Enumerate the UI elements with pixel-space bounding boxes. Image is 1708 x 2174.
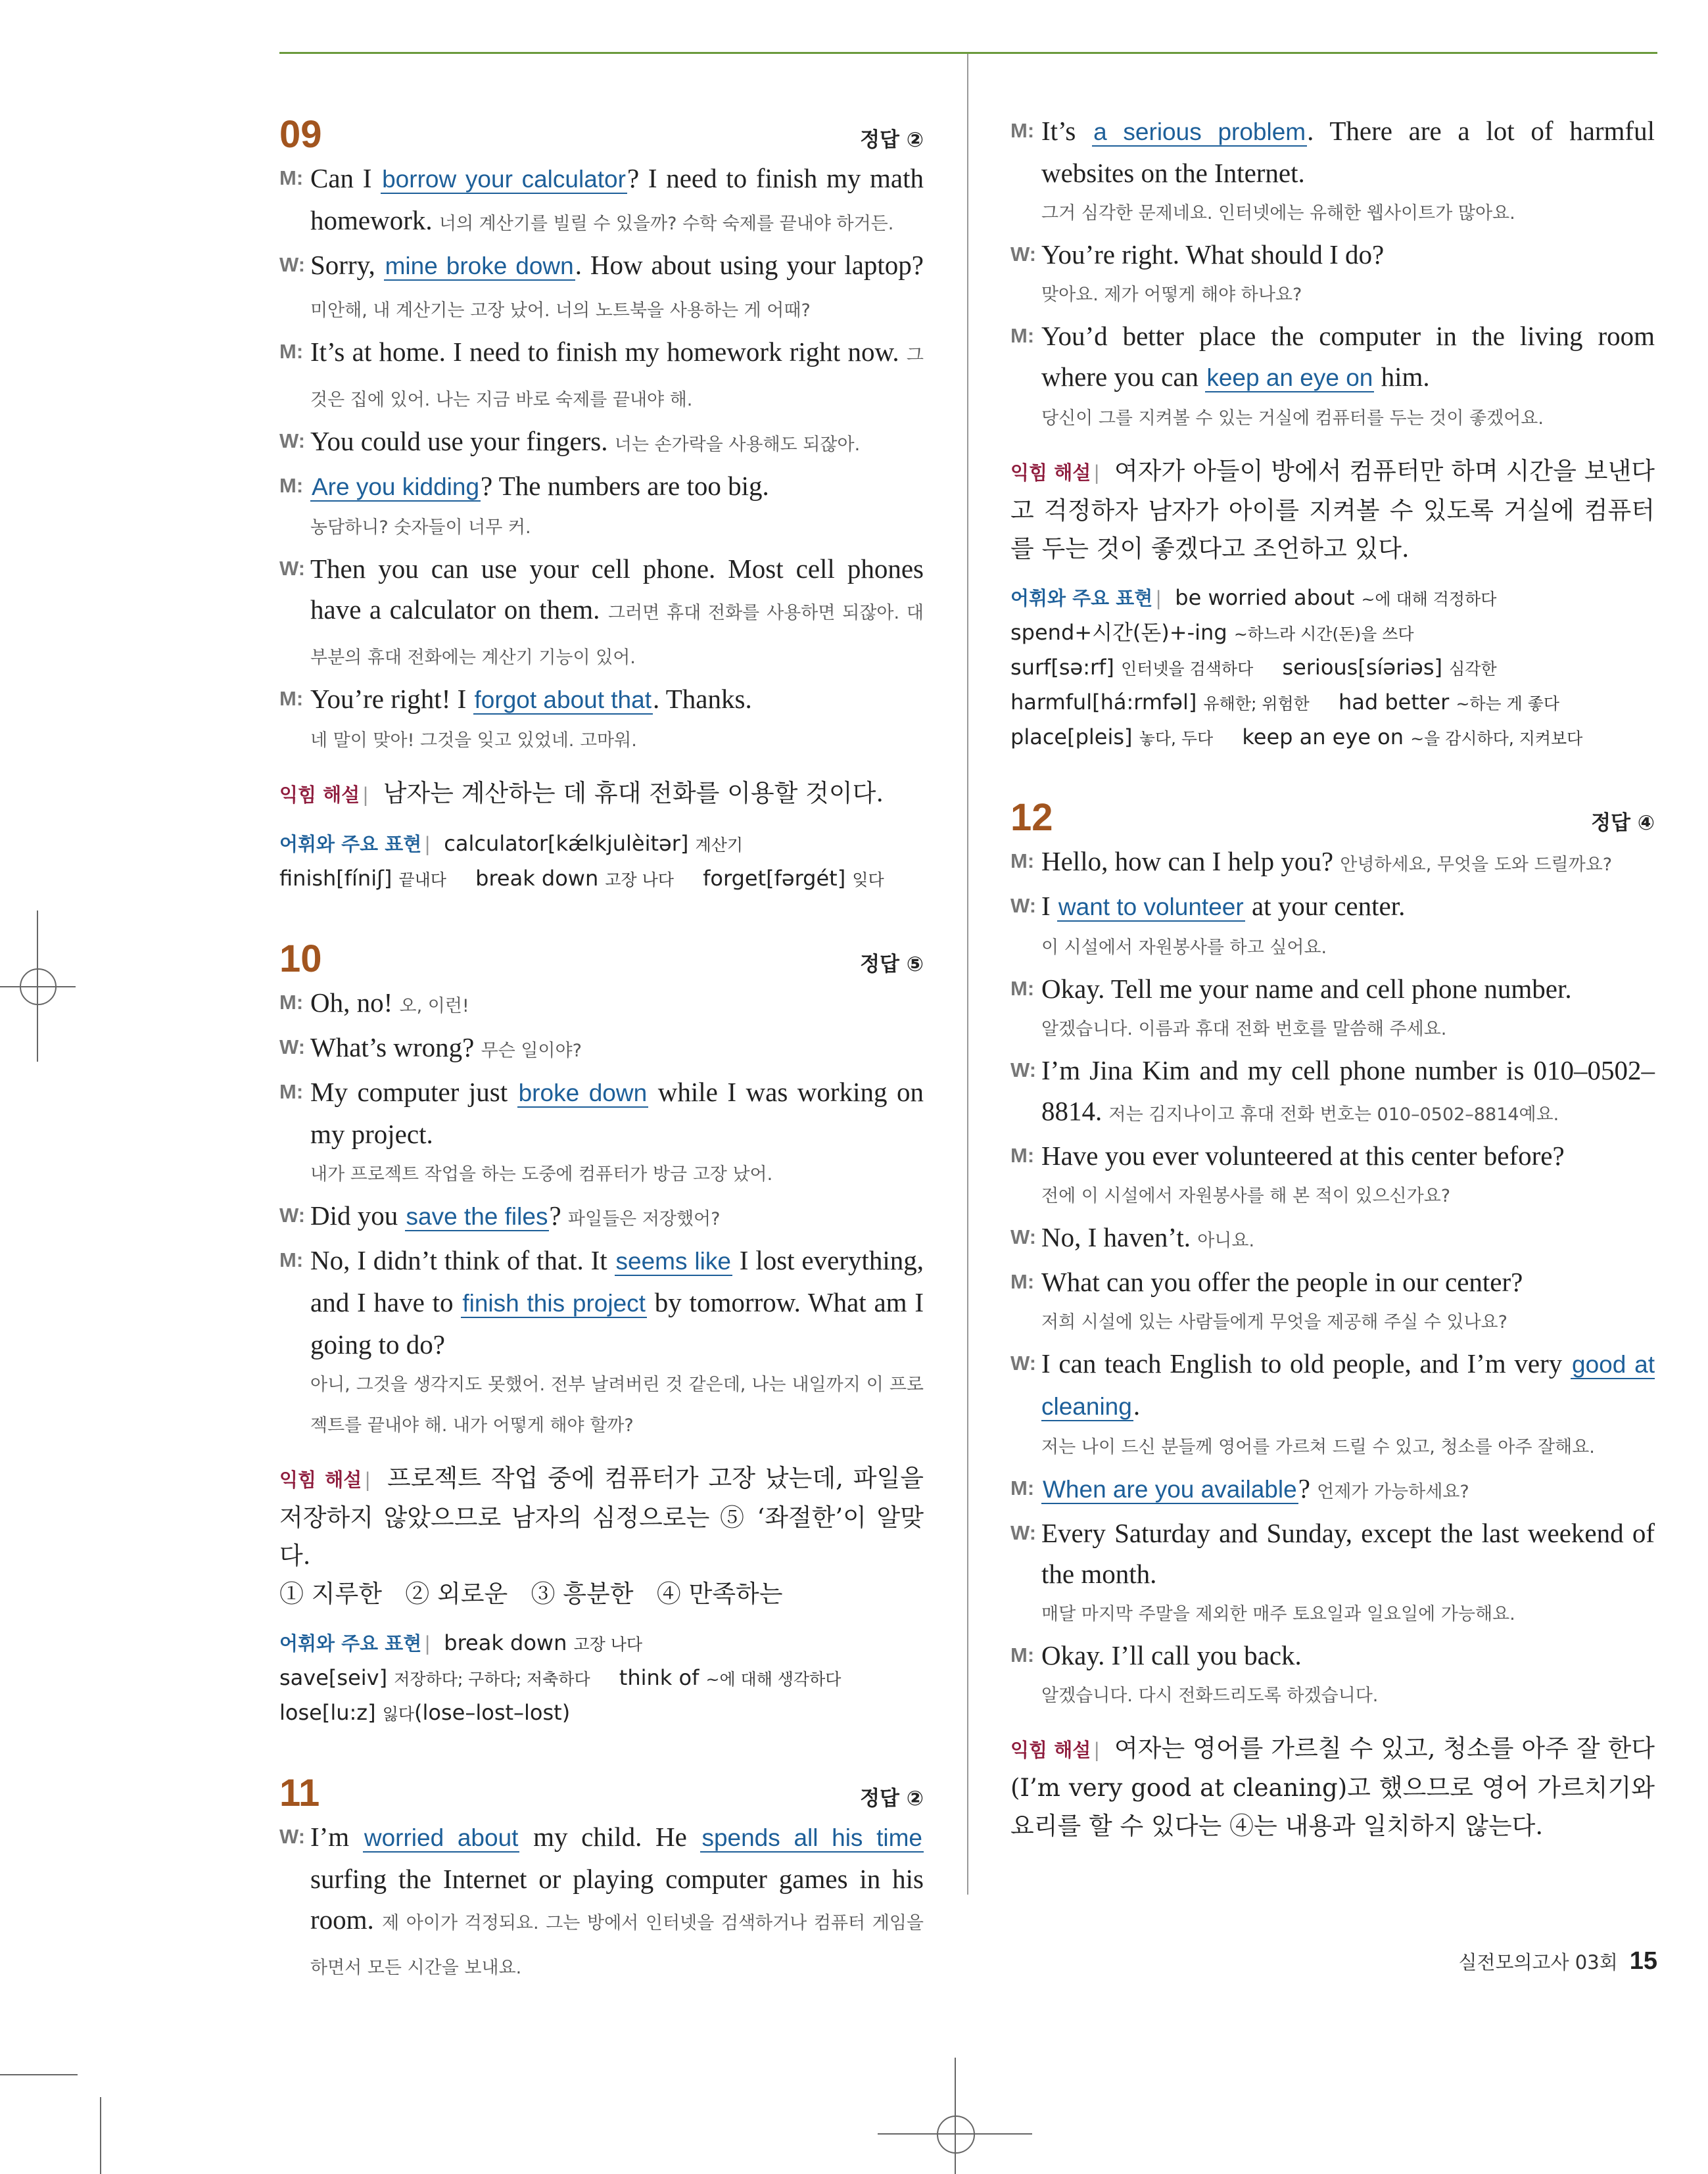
- vocabulary: 어휘와 주요 표현 | break down 고장 나다 save[seiv] 저장하다; 구하다; 저축하다 think of ~에 대해 생각하다 lose[lu:z] 잃다(lose–lost–lost): [279, 1630, 842, 1725]
- speaker: W:: [279, 1204, 306, 1227]
- speaker: M:: [1010, 849, 1035, 872]
- line-text: . How about using your laptop?: [575, 250, 924, 280]
- question-10: [279, 936, 924, 1731]
- question-11: [279, 1770, 924, 1978]
- speaker: W:: [1010, 1521, 1037, 1544]
- speaker: M:: [279, 687, 304, 710]
- line-text: What’s wrong?: [310, 1032, 481, 1062]
- dialogue-line: [279, 331, 924, 421]
- vocab-term: keep an eye on: [1242, 724, 1404, 749]
- translation: 농담하니? 숫자들이 너무 커.: [310, 517, 531, 538]
- answer-blank: finish this project: [462, 1290, 646, 1317]
- line-text: Okay. Tell me your name and cell phone number.: [1041, 974, 1572, 1004]
- explanation: 익힘 해설 | 여자는 영어를 가르칠 수 있고, 청소를 아주 잘 한다(I’m very good at cleaning)고 했으므로 영어 가르치기와 요리를 할 수 있다는 ④는 내용과 일치하지 않는다.: [1010, 1734, 1655, 1840]
- left-column: [279, 112, 924, 1978]
- dialogue-line: [1010, 968, 1655, 1050]
- question-09: [279, 112, 924, 897]
- dialogue-line: [1010, 1050, 1655, 1135]
- vocab-term: calculator[kǽlkjulèitər]: [444, 831, 689, 856]
- vocab-term: spend+시간(돈)+-ing: [1010, 620, 1227, 645]
- speaker: M:: [279, 474, 304, 497]
- vocab-meaning: 고장 나다: [573, 1635, 643, 1654]
- line-text: ? I need to finish my math homework.: [310, 163, 924, 235]
- dialogue-line: [279, 1027, 924, 1072]
- answer-key: 정답 ⑤: [860, 953, 924, 976]
- translation: 미안해, 내 계산기는 고장 났어. 너의 노트북을 사용하는 게 어때?: [310, 300, 811, 321]
- dialogue-line: [279, 678, 924, 761]
- top-rule: [279, 52, 1657, 54]
- line-text: You’re right. What should I do?: [1041, 239, 1385, 270]
- line-text: I can teach English to old people, and I’m very: [1041, 1348, 1571, 1379]
- line-text: my child. He: [519, 1822, 701, 1852]
- speaker: M:: [279, 991, 304, 1014]
- translation: 제 아이가 걱정되요. 그는 방에서 인터넷을 검색하거나 컴퓨터 게임을 하면서 모든 시간을 보내요.: [310, 1913, 924, 1978]
- explanation: 익힘 해설 | 프로젝트 작업 중에 컴퓨터가 고장 났는데, 파일을 저장하지 않았으므로 남자의 심정으로는 ⑤ ‘좌절한’이 알맞다. ① 지루한 ② 외로운 ③ 흥분한 ④ 만족하는: [279, 1464, 924, 1608]
- line-text: My computer just: [310, 1077, 517, 1107]
- translation: 알겠습니다. 이름과 휴대 전화 번호를 말씀해 주세요.: [1041, 1019, 1447, 1039]
- translation: 너는 손가락을 사용해도 되잖아.: [614, 435, 861, 455]
- translation: 이 시설에서 자원봉사를 하고 싶어요.: [1041, 937, 1327, 958]
- answer-blank: a serious problem: [1093, 118, 1306, 145]
- speaker: W:: [279, 1825, 306, 1848]
- vocab-term: be worried about: [1175, 585, 1355, 610]
- translation: 맞아요. 제가 어떻게 해야 하나요?: [1041, 285, 1302, 305]
- dialogue-line: [279, 1072, 924, 1195]
- line-text: I lost everything, and I have to: [310, 1245, 924, 1317]
- line-text: Have you ever volunteered at this center before?: [1041, 1141, 1565, 1171]
- line-text: You’re right! I: [310, 684, 473, 714]
- speaker: W:: [279, 557, 306, 580]
- vocab-meaning: 유해한; 위험한: [1203, 694, 1310, 713]
- question-number: 12: [1010, 796, 1053, 839]
- explanation-text: 여자는 영어를 가르칠 수 있고, 청소를 아주 잘 한다(I’m very good at cleaning)고 했으므로 영어 가르치기와 요리를 할 수 있다는 ④는 내용과 일치하지 않는다.: [1010, 1734, 1655, 1840]
- answer-blank: seems like: [615, 1248, 731, 1275]
- line-text: You’d better place the computer in the living room where you can: [1041, 321, 1655, 392]
- line-text: ?: [549, 1200, 568, 1231]
- dialogue-line: [1010, 1513, 1655, 1635]
- line-text: . Thanks.: [653, 684, 752, 714]
- vocabulary-label: 어휘와 주요 표현: [279, 833, 422, 855]
- question-header: [279, 112, 924, 158]
- speaker: M:: [279, 1248, 304, 1271]
- line-text: Did you: [310, 1200, 405, 1231]
- explanation-text: 여자가 아들이 방에서 컴퓨터만 하며 시간을 보낸다고 걱정하자 남자가 아이를 지켜볼 수 있도록 거실에 컴퓨터를 두는 것이 좋겠다고 조언하고 있다.: [1010, 457, 1655, 563]
- vocab-meaning: 계산기: [695, 836, 743, 855]
- vocabulary: 어휘와 주요 표현 | be worried about ~에 대해 걱정하다 spend+시간(돈)+-ing ~하느라 시간(돈)을 쓰다 surf[sə:rf] 인터넷을 검색하다 serious[síəriəs] 심각한 harmful[há:rmfəl] 유해한; 위험한 had better ~하는 게 좋다 place[pleis] 놓다, 두다 keep an eye on ~을 감시하다, 지켜보다: [1010, 585, 1583, 749]
- dialogue-line: [1010, 1262, 1655, 1343]
- question-number: 11: [279, 1772, 320, 1814]
- question-number: 09: [279, 113, 322, 156]
- speaker: M:: [1010, 1270, 1035, 1293]
- vocab-meaning: 심각한: [1449, 659, 1497, 678]
- line-text: I: [1041, 891, 1057, 921]
- vocab-meaning: 고장 나다: [605, 870, 674, 889]
- dialogue-line: [1010, 1217, 1655, 1262]
- dialogue-line: [279, 1195, 924, 1240]
- answer-blank: broke down: [518, 1079, 648, 1106]
- speaker: M:: [279, 340, 304, 363]
- vocab-meaning: 잊다: [852, 870, 884, 889]
- dialogue-line: [1010, 316, 1655, 439]
- vocab-term: had better: [1338, 690, 1450, 715]
- vocab-meaning: 인터넷을 검색하다: [1121, 659, 1254, 678]
- line-text: at your center.: [1245, 891, 1406, 921]
- explanation-text: 프로젝트 작업 중에 컴퓨터가 고장 났는데, 파일을 저장하지 않았으므로 남자의 심정으로는 ⑤ ‘좌절한’이 알맞다.: [279, 1464, 924, 1570]
- explanation-label: 익힘 해설: [1010, 461, 1091, 484]
- vocab-term: serious[síəriəs]: [1282, 655, 1442, 680]
- answer-blank: worried about: [364, 1824, 519, 1851]
- translation: 파일들은 저장했어?: [567, 1209, 721, 1229]
- line-text: Sorry,: [310, 250, 384, 280]
- dialogue-line: [279, 421, 924, 465]
- line-text: It’s at home. I need to finish my homework right now.: [310, 337, 907, 367]
- speaker: W:: [279, 429, 306, 452]
- translation: 저희 시설에 있는 사람들에게 무엇을 제공해 주실 수 있나요?: [1041, 1312, 1507, 1333]
- translation: 안녕하세요, 무엇을 도와 드릴까요?: [1340, 855, 1613, 875]
- answer-blank: keep an eye on: [1206, 364, 1373, 391]
- line-text: Every Saturday and Sunday, except the last weekend of the month.: [1041, 1518, 1655, 1589]
- vocab-meaning: ~하느라 시간(돈)을 쓰다: [1233, 625, 1414, 644]
- translation: 그것은 집에 있어. 나는 지금 바로 숙제를 끝내야 해.: [310, 345, 924, 410]
- answer-blank: forgot about that: [474, 686, 652, 713]
- page-number: 15: [1629, 1947, 1657, 1975]
- speaker: W:: [279, 1035, 306, 1058]
- line-text: It’s: [1041, 116, 1093, 146]
- crop-mark-h: [0, 2074, 78, 2075]
- speaker: M:: [279, 1080, 304, 1103]
- answer-blank: good at cleaning: [1041, 1351, 1655, 1420]
- page-footer: [1459, 1947, 1658, 1975]
- question-11-continued: [1010, 110, 1655, 755]
- answer-blank: Are you kidding: [312, 473, 480, 500]
- vocab-term: break down: [444, 1630, 567, 1655]
- translation: 내가 프로젝트 작업을 하는 도중에 컴퓨터가 방금 고장 났어.: [310, 1164, 773, 1185]
- explanation: 익힘 해설 | 여자가 아들이 방에서 컴퓨터만 하며 시간을 보낸다고 걱정하자 남자가 아이를 지켜볼 수 있도록 거실에 컴퓨터를 두는 것이 좋겠다고 조언하고 있다.: [1010, 457, 1655, 563]
- speaker: W:: [1010, 1352, 1037, 1375]
- vocab-meaning: 저장하다; 구하다; 저축하다: [394, 1670, 590, 1689]
- line-text: No, I haven’t.: [1041, 1222, 1198, 1252]
- answer-blank: borrow your calculator: [382, 166, 626, 193]
- vocab-term: surf[sə:rf]: [1010, 655, 1114, 680]
- vocab-term: finish[fíniʃ]: [279, 866, 392, 891]
- question-header: [279, 936, 924, 982]
- explanation-text: 남자는 계산하는 데 휴대 전화를 이용할 것이다.: [383, 779, 884, 807]
- dialogue-line: [1010, 1135, 1655, 1217]
- vocab-meaning: ~을 감시하다, 지켜보다: [1410, 729, 1583, 748]
- vocab-term: save[seiv]: [279, 1665, 388, 1690]
- dialogue-line: [1010, 234, 1655, 316]
- line-text: What can you offer the people in our center?: [1041, 1267, 1523, 1297]
- line-text: him.: [1374, 362, 1430, 392]
- explanation-label: 익힘 해설: [279, 784, 360, 806]
- dialogue-line: [279, 1240, 924, 1446]
- translation: 저는 김지나이고 휴대 전화 번호는 010–0502–8814예요.: [1108, 1104, 1559, 1125]
- line-text: No, I didn’t think of that. It: [310, 1245, 615, 1275]
- translation: 언제가 가능하세요?: [1317, 1482, 1469, 1502]
- dialogue-line: [1010, 110, 1655, 234]
- speaker: M:: [1010, 1477, 1035, 1500]
- line-text: I’m: [310, 1822, 363, 1852]
- vocab-meaning: ~에 대해 생각하다: [705, 1670, 842, 1689]
- translation: 너의 계산기를 빌릴 수 있을까? 수학 숙제를 끝내야 하거든.: [439, 214, 894, 234]
- translation: 매달 마지막 주말을 제외한 매주 토요일과 일요일에 가능해요.: [1041, 1604, 1515, 1624]
- vocabulary-label: 어휘와 주요 표현: [279, 1632, 422, 1655]
- crop-mark-v: [100, 2097, 101, 2174]
- vocab-term: harmful[há:rmfəl]: [1010, 690, 1197, 715]
- translation: 알겠습니다. 다시 전화드리도록 하겠습니다.: [1041, 1686, 1379, 1706]
- vocab-meaning: ~에 대해 걱정하다: [1361, 590, 1497, 609]
- translation: 무슨 일이야?: [481, 1041, 582, 1061]
- speaker: W:: [1010, 243, 1037, 266]
- dialogue-line: [1010, 1343, 1655, 1468]
- line-text: Oh, no!: [310, 987, 400, 1018]
- answer-blank: When are you available: [1043, 1476, 1297, 1503]
- speaker: M:: [279, 166, 304, 189]
- question-number: 10: [279, 937, 322, 980]
- vocab-term: break down: [475, 866, 599, 891]
- answer-key: 정답 ②: [860, 1787, 924, 1810]
- answer-key: 정답 ④: [1591, 811, 1655, 835]
- answer-blank: want to volunteer: [1058, 893, 1244, 920]
- dialogue-line: [279, 465, 924, 548]
- translation: 저는 나이 드신 분들께 영어를 가르쳐 드릴 수 있고, 청소를 아주 잘해요.: [1041, 1437, 1595, 1457]
- translation: 그러면 휴대 전화를 사용하면 되잖아. 대부분의 휴대 전화에는 계산기 기능이 있어.: [310, 603, 924, 668]
- line-text: Hello, how can I help you?: [1041, 846, 1340, 876]
- vocab-term: forget[fərgét]: [703, 866, 846, 891]
- line-text: surfing the Internet or playing computer games in his room.: [310, 1864, 924, 1935]
- line-text: ?: [1298, 1473, 1317, 1503]
- vocab-meaning: 잃다: [382, 1705, 415, 1724]
- speaker: M:: [1010, 1144, 1035, 1167]
- dialogue-line: [1010, 1635, 1655, 1716]
- answer-key: 정답 ②: [860, 128, 924, 152]
- vocab-term: think of: [619, 1665, 700, 1690]
- dialogue-line: [279, 1816, 924, 1978]
- speaker: W:: [279, 253, 306, 276]
- explanation-options: ① 지루한 ② 외로운 ③ 흥분한 ④ 만족하는: [279, 1580, 783, 1608]
- registration-circle: [20, 968, 57, 1005]
- line-text: Then you can use your cell phone. Most cell phones have a calculator on them.: [310, 554, 924, 625]
- speaker: M:: [1010, 977, 1035, 1000]
- line-text: while I was working on my project.: [310, 1077, 924, 1149]
- dialogue-line: [1010, 886, 1655, 968]
- line-text: Can I: [310, 163, 381, 193]
- speaker: M:: [1010, 1643, 1035, 1666]
- translation: 아니요.: [1197, 1231, 1255, 1251]
- registration-circle: [937, 2115, 975, 2154]
- right-column: [1010, 110, 1655, 1870]
- explanation: 익힘 해설 | 남자는 계산하는 데 휴대 전화를 이용할 것이다.: [279, 779, 884, 807]
- vocab-term: place[pleis]: [1010, 724, 1133, 749]
- vocab-meaning: 끝내다: [398, 870, 446, 889]
- question-12: [1010, 795, 1655, 1845]
- dialogue-line: [279, 548, 924, 678]
- dialogue-line: [279, 158, 924, 245]
- speaker: M:: [1010, 324, 1035, 347]
- footer-label: 실전모의고사 03회: [1458, 1951, 1618, 1973]
- column-divider: [967, 54, 968, 1895]
- line-text: .: [1133, 1390, 1141, 1421]
- answer-blank: spends all his time: [701, 1824, 923, 1851]
- dialogue-line: [279, 982, 924, 1027]
- answer-blank: mine broke down: [385, 252, 574, 279]
- explanation-label: 익힘 해설: [279, 1469, 362, 1491]
- translation: 그거 심각한 문제네요. 인터넷에는 유해한 웹사이트가 많아요.: [1041, 203, 1515, 224]
- vocabulary: 어휘와 주요 표현 | calculator[kǽlkjulèitər] 계산기 finish[fíniʃ] 끝내다 break down 고장 나다 forget[fərgét] 잊다: [279, 831, 884, 891]
- line-text: I’m Jina Kim and my cell phone number is 010–0502–8814.: [1041, 1055, 1655, 1126]
- vocab-term: lose[lu:z]: [279, 1700, 376, 1725]
- explanation-label: 익힘 해설: [1010, 1739, 1091, 1761]
- dialogue-line: [1010, 841, 1655, 886]
- question-header: [279, 1770, 924, 1816]
- line-text: ? The numbers are too big.: [481, 471, 769, 501]
- vocab-meaning: 놓다, 두다: [1139, 729, 1214, 748]
- translation: 아니, 그것을 생각지도 못했어. 전부 날려버린 것 같은데, 나는 내일까지 이 프로젝트를 끝내야 해. 내가 어떻게 해야 할까?: [310, 1375, 924, 1436]
- speaker: W:: [1010, 1058, 1037, 1081]
- dialogue-line: [1010, 1468, 1655, 1513]
- speaker: W:: [1010, 1225, 1037, 1248]
- answer-blank: save the files: [406, 1203, 548, 1230]
- line-text: . There are a lot of harmful websites on the Internet.: [1041, 116, 1655, 188]
- line-text: Okay. I’ll call you back.: [1041, 1640, 1302, 1670]
- vocabulary-label: 어휘와 주요 표현: [1010, 587, 1153, 609]
- vocab-meaning: ~하는 게 좋다: [1456, 694, 1560, 713]
- speaker: W:: [1010, 894, 1037, 917]
- speaker: M:: [1010, 119, 1035, 142]
- line-text: You could use your fingers.: [310, 426, 615, 456]
- translation: 네 말이 맞아! 그것을 잊고 있었네. 고마워.: [310, 730, 637, 751]
- vocab-forms: (lose–lost–lost): [414, 1700, 571, 1725]
- dialogue-line: [279, 245, 924, 331]
- line-text: by tomorrow. What am I going to do?: [310, 1287, 924, 1359]
- translation: 오, 이런!: [399, 996, 469, 1016]
- question-header: [1010, 795, 1655, 841]
- translation: 당신이 그를 지켜볼 수 있는 거실에 컴퓨터를 두는 것이 좋겠어요.: [1041, 408, 1544, 429]
- translation: 전에 이 시설에서 자원봉사를 해 본 적이 있으신가요?: [1041, 1186, 1451, 1206]
